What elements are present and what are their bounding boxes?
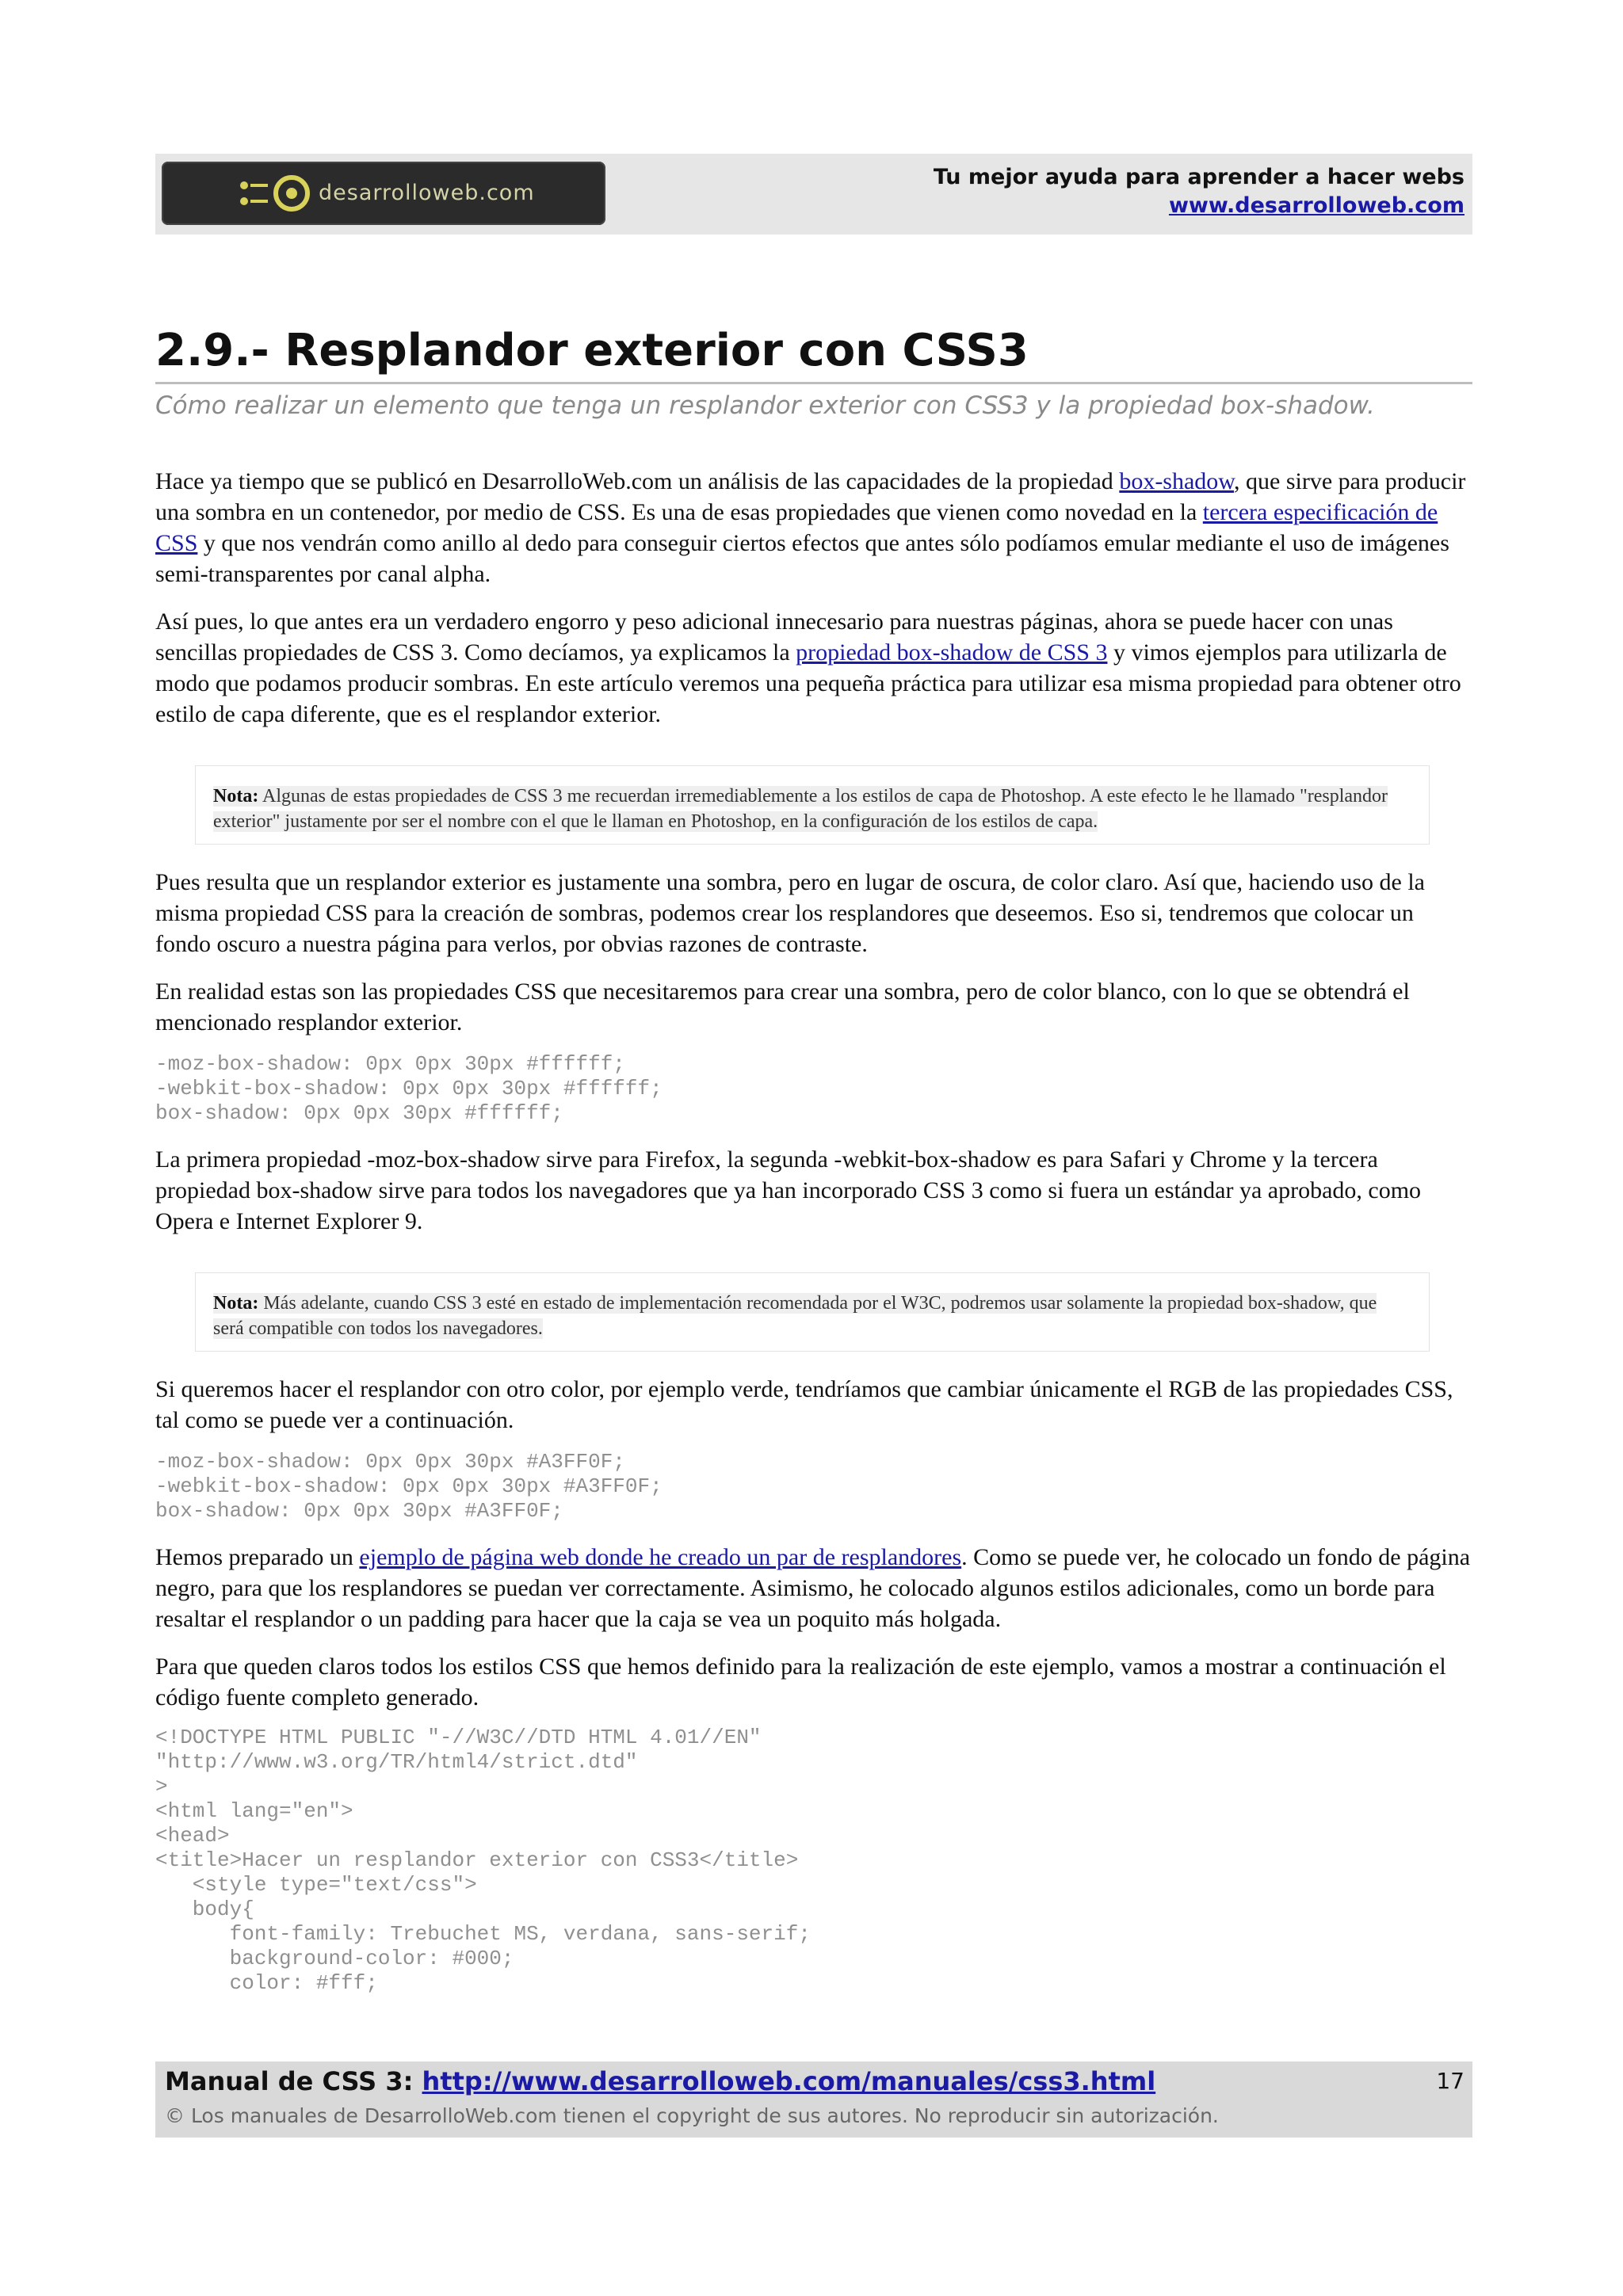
text: Hace ya tiempo que se publicó en DesarrolloWeb.com un análisis de las capacidades de la propiedad [155, 468, 1120, 494]
code-block: <!DOCTYPE HTML PUBLIC "-//W3C//DTD HTML 4.01//EN" "http://www.w3.org/TR/html4/strict.dtd" > <html lang="en"> <head> <title>Hacer un resplandor exterior con CSS3</title> <style type="text/css"> body{ font-family: Trebuchet MS, verdana, sans-serif; background-color: #000; color: #fff; [155, 1726, 811, 1995]
paragraph [155, 606, 1472, 730]
page-number: 17 [1436, 2068, 1465, 2094]
paragraph: La primera propiedad -moz-box-shadow sirve para Firefox, la segunda -webkit-box-shadow es para Safari y Chrome y la tercera propiedad box-shadow sirve para todos los navegadores que ya han incorporado CSS 3 como si fuera un estándar ya aprobado, como Opera e Internet Explorer 9. [155, 1146, 1422, 1234]
text: y que nos vendrán como anillo al dedo para conseguir ciertos efectos que antes sólo podíamos emular mediante el uso de imágenes semi-transparentes por canal alpha. [155, 530, 1449, 587]
paragraph: Para que queden claros todos los estilos CSS que hemos definido para la realización de este ejemplo, vamos a mostrar a continuación el código fuente completo generado. [155, 1653, 1446, 1711]
box-shadow-property-link[interactable]: propiedad box-shadow de CSS 3 [796, 639, 1108, 666]
page-header [155, 154, 1472, 235]
paragraph [155, 466, 1472, 589]
paragraph: Pues resulta que un resplandor exterior es justamente una sombra, pero en lugar de oscura, de color claro. Así que, haciendo uso de la misma propiedad CSS para la creación de sombras, podemos crear los resplandores que deseemos. Eso si, tendremos que colocar un fondo oscuro a nuestra página para verlos, por obvias razones de contraste. [155, 869, 1425, 957]
box-shadow-link[interactable]: box-shadow [1119, 468, 1235, 494]
site-link[interactable]: www.desarrolloweb.com [1168, 193, 1465, 218]
text: . Como se puede ver, he colocado un fondo de página negro, para que los resplandores se puedan ver correctamente. Asimismo, he colocado algunos estilos adicionales, como un borde para resaltar el resplandor o un padding para hacer que la caja se vea un poquito más holgada. [155, 1544, 1471, 1632]
paragraph [155, 1542, 1472, 1634]
text: y vimos ejemplos para utilizarla de modo que podamos producir sombras. En este artículo veremos una pequeña práctica para utilizar esa misma propiedad para obtener otro estilo de capa diferente, que es el resplandor exterior. [155, 639, 1461, 727]
page-subtitle: Cómo realizar un elemento que tenga un resplandor exterior con CSS3 y la propiedad box-shadow. [155, 391, 1375, 420]
code-block: -moz-box-shadow: 0px 0px 30px #A3FF0F; -webkit-box-shadow: 0px 0px 30px #A3FF0F; box-shadow: 0px 0px 30px #A3FF0F; [155, 1450, 663, 1523]
logo-text: desarrolloweb.com [319, 181, 535, 205]
footer-manual [165, 2066, 1155, 2096]
paragraph: En realidad estas son las propiedades CSS que necesitaremos para crear una sombra, pero de color blanco, con lo que se obtendrá el mencionado resplandor exterior. [155, 978, 1410, 1035]
text: , que sirve para producir una sombra en un contenedor, por medio de CSS. Es una de esas propiedades que vienen como novedad en la [155, 468, 1466, 525]
css3-spec-link[interactable]: tercera especificación de CSS [155, 499, 1438, 556]
note-text: Más adelante, cuando CSS 3 esté en estado de implementación recomendada por el W3C, podremos usar solamente la propiedad box-shadow, que será compatible con todos los navegadores. [213, 1293, 1377, 1339]
note-label: Nota: [213, 786, 259, 807]
article-body-intro [155, 466, 1472, 746]
note-box [195, 765, 1430, 845]
manual-label: Manual de CSS 3: [165, 2066, 422, 2096]
article-body-2 [155, 867, 1472, 1055]
article-body-4 [155, 1374, 1472, 1452]
paragraph: Si queremos hacer el resplandor con otro color, por ejemplo verde, tendríamos que cambiar únicamente el RGB de las propiedades CSS, tal como se puede ver a continuación. [155, 1376, 1453, 1433]
site-logo[interactable] [162, 162, 605, 225]
footer-copyright: © Los manuales de DesarrolloWeb.com tienen el copyright de sus autores. No reproducir sin autorización. [165, 2104, 1219, 2127]
logo-mark-icon [233, 174, 320, 212]
page-title: 2.9.- Resplandor exterior con CSS3 [155, 323, 1472, 384]
tagline-text: Tu mejor ayuda para aprender a hacer webs [933, 165, 1465, 189]
header-tagline [934, 163, 1465, 220]
note-box [195, 1272, 1430, 1352]
page-footer [155, 2061, 1472, 2138]
note-text: Algunas de estas propiedades de CSS 3 me recuerdan irremediablemente a los estilos de capa de Photoshop. A este efecto le he llamado "resplandor exterior" justamente por ser el nombre con el que le llaman en Photoshop, en la configuración de los estilos de capa. [213, 786, 1388, 832]
manual-link[interactable]: http://www.desarrolloweb.com/manuales/css3.html [422, 2066, 1156, 2096]
note-content [213, 786, 1388, 832]
example-page-link[interactable]: ejemplo de página web donde he creado un par de resplandores [359, 1544, 962, 1570]
note-content [213, 1293, 1377, 1339]
article-body-3 [155, 1144, 1472, 1253]
note-label: Nota: [213, 1293, 259, 1314]
text: Así pues, lo que antes era un verdadero engorro y peso adicional innecesario para nuestras páginas, ahora se puede hacer con unas sencillas propiedades de CSS 3. Como decíamos, ya explicamos la [155, 608, 1393, 666]
code-block: -moz-box-shadow: 0px 0px 30px #ffffff; -webkit-box-shadow: 0px 0px 30px #ffffff; box-shadow: 0px 0px 30px #ffffff; [155, 1052, 663, 1125]
text: Hemos preparado un [155, 1544, 360, 1570]
article-body-5 [155, 1542, 1472, 1730]
